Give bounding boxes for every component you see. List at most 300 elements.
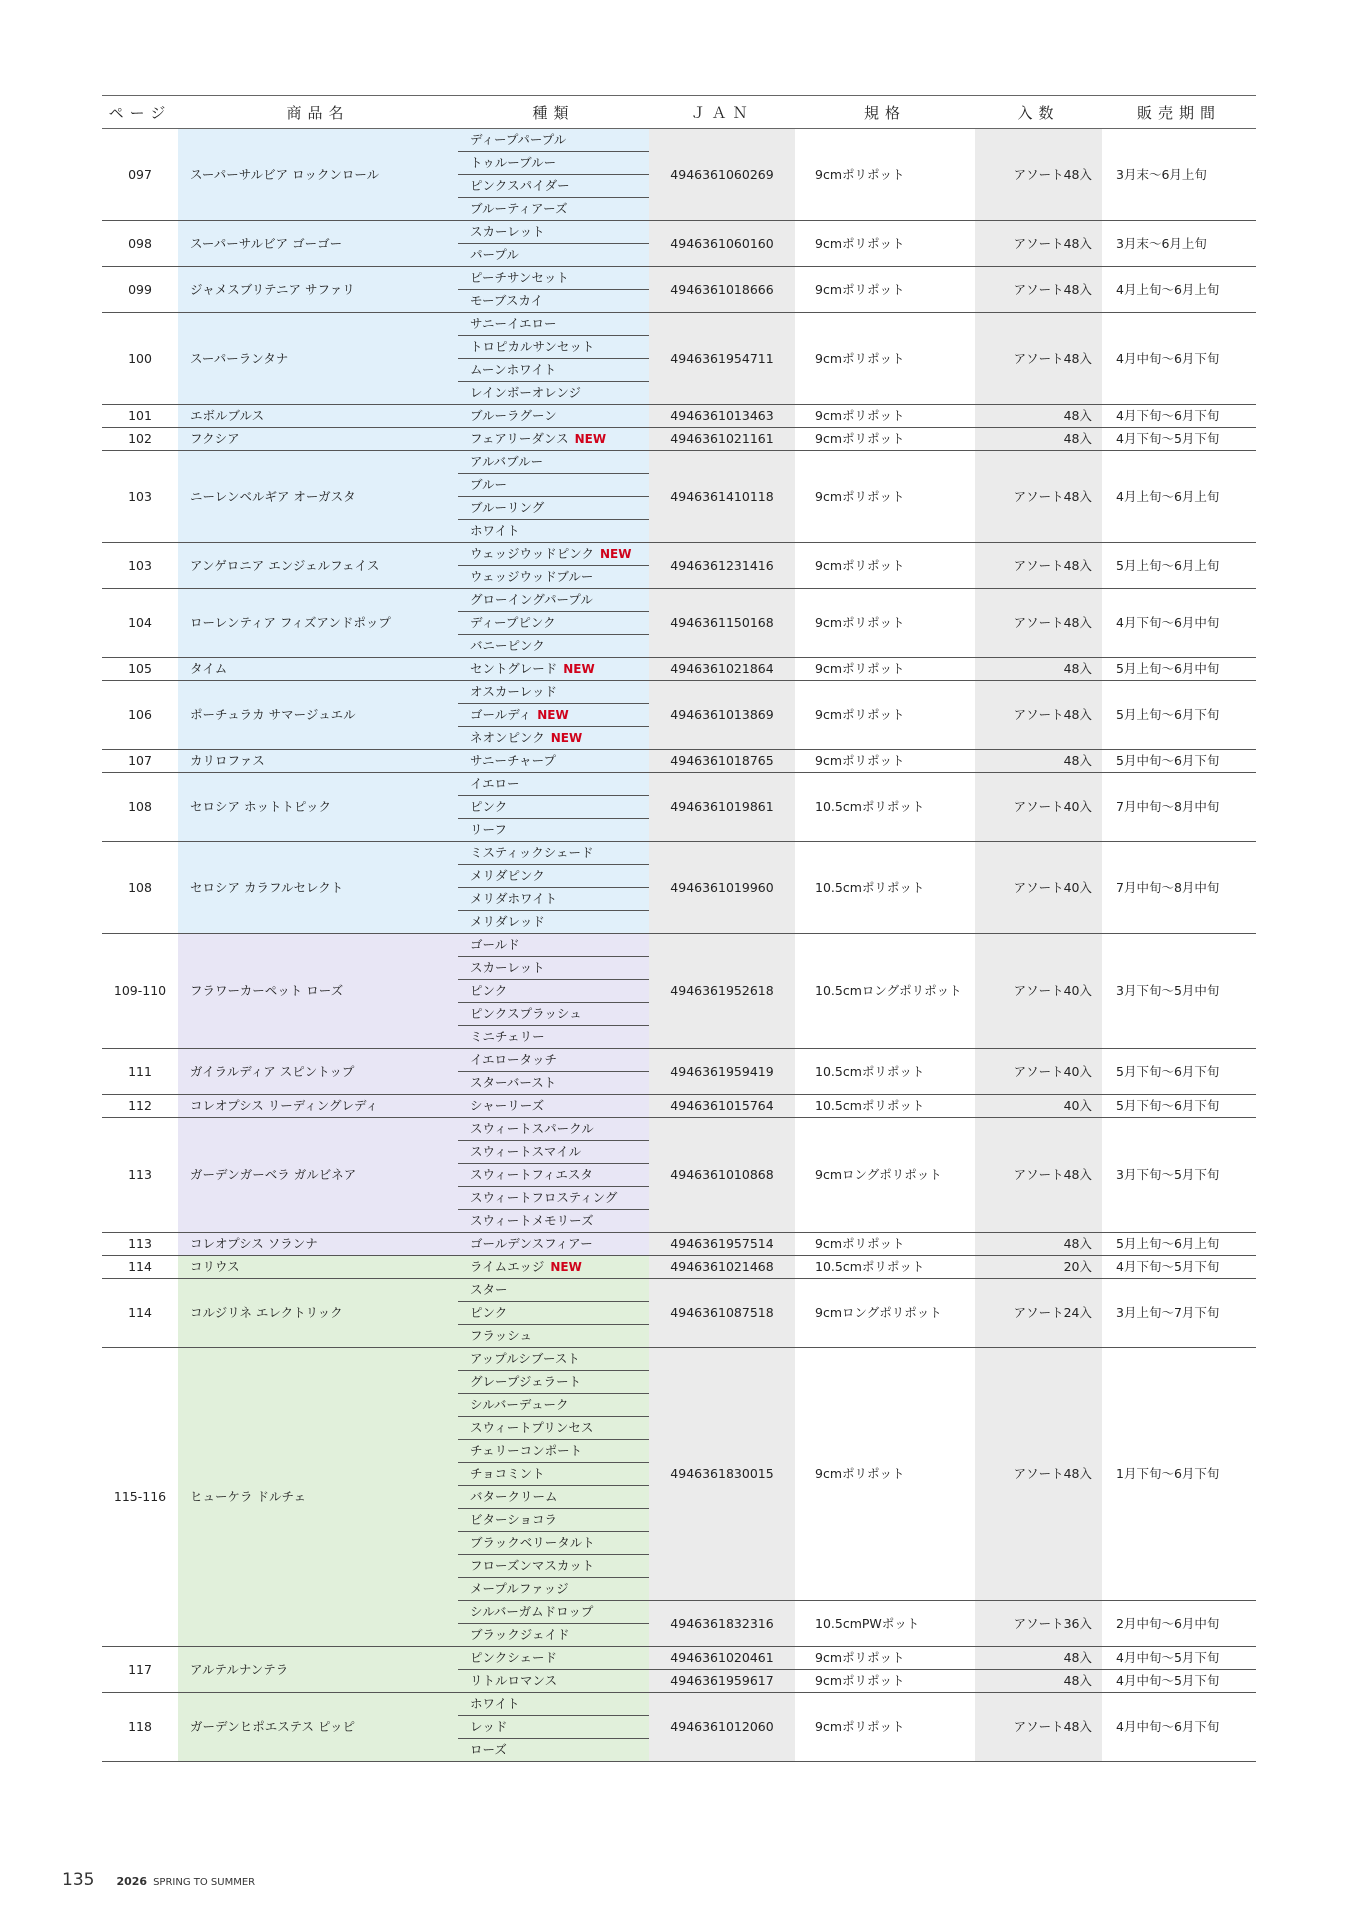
jan-cell: 4946361013869: [649, 681, 795, 750]
jan-cell: 4946361015764: [649, 1095, 795, 1118]
period-cell: 3月下旬～5月下旬: [1102, 1118, 1256, 1233]
variety-cell: [458, 221, 649, 244]
variety-cell: [458, 704, 649, 727]
page-cell: 104: [102, 589, 178, 658]
page-cell: 108: [102, 842, 178, 934]
variety-label: イエロー: [470, 776, 520, 791]
variety-cell: [458, 1072, 649, 1095]
table-row: [102, 1256, 1256, 1279]
variety-label: アルバブルー: [470, 454, 544, 469]
page-cell: 099: [102, 267, 178, 313]
variety-label: ピンク: [470, 1305, 508, 1320]
table-row: [102, 1279, 1256, 1302]
jan-cell: 4946361087518: [649, 1279, 795, 1348]
period-cell: 3月末～6月上旬: [1102, 129, 1256, 221]
variety-cell: [458, 152, 649, 175]
page-cell: 117: [102, 1647, 178, 1693]
variety-cell: [458, 658, 649, 681]
variety-cell: [458, 1256, 649, 1279]
page-cell: 103: [102, 451, 178, 543]
variety-label: チョコミント: [470, 1466, 545, 1481]
spec-cell: 9cmポリポット: [795, 1233, 975, 1256]
jan-cell: 4946361231416: [649, 543, 795, 589]
header-period: 販売期間: [1102, 96, 1256, 129]
table-row: [102, 1348, 1256, 1371]
variety-label: チェリーコンポート: [470, 1443, 583, 1458]
variety-cell: [458, 1187, 649, 1210]
variety-cell: [458, 1233, 649, 1256]
spec-cell: 9cmポリポット: [795, 129, 975, 221]
variety-label: サニーイエロー: [470, 316, 557, 331]
page-cell: 100: [102, 313, 178, 405]
page-cell: 103: [102, 543, 178, 589]
variety-cell: [458, 1118, 649, 1141]
variety-label: フローズンマスカット: [470, 1558, 595, 1573]
product-name-cell: アルテルナンテラ: [178, 1647, 458, 1693]
variety-cell: [458, 1532, 649, 1555]
period-cell: 5月下旬～6月下旬: [1102, 1049, 1256, 1095]
spec-cell: 9cmポリポット: [795, 451, 975, 543]
variety-label: スウィートスパークル: [470, 1121, 594, 1136]
jan-cell: 4946361021161: [649, 428, 795, 451]
spec-cell: 9cmポリポット: [795, 1348, 975, 1601]
page-cell: 112: [102, 1095, 178, 1118]
qty-cell: アソート40入: [975, 1049, 1102, 1095]
jan-cell: 4946361021864: [649, 658, 795, 681]
variety-cell: [458, 359, 649, 382]
period-cell: 7月中旬～8月中旬: [1102, 773, 1256, 842]
period-cell: 5月上旬～6月上旬: [1102, 1233, 1256, 1256]
variety-cell: [458, 129, 649, 152]
qty-cell: アソート48入: [975, 543, 1102, 589]
variety-cell: [458, 1348, 649, 1371]
product-name-cell: コレオプシス ソランナ: [178, 1233, 458, 1256]
product-name-cell: フラワーカーペット ローズ: [178, 934, 458, 1049]
table-row: [102, 658, 1256, 681]
variety-label: スターバースト: [470, 1075, 557, 1090]
variety-cell: [458, 865, 649, 888]
table-row: [102, 543, 1256, 566]
footer-year: 2026: [116, 1875, 148, 1888]
spec-cell: 9cmポリポット: [795, 267, 975, 313]
variety-label: バニーピンク: [470, 638, 545, 653]
table-row: [102, 405, 1256, 428]
variety-cell: [458, 543, 649, 566]
variety-cell: [458, 520, 649, 543]
variety-cell: [458, 1647, 649, 1670]
header-variety: 種類: [458, 96, 649, 129]
jan-cell: 4946361952618: [649, 934, 795, 1049]
variety-label: ブラックジェイド: [470, 1627, 570, 1642]
variety-cell: [458, 957, 649, 980]
variety-label: スウィートフィエスタ: [470, 1167, 593, 1182]
variety-label: パープル: [470, 247, 519, 262]
variety-label: ブルーラグーン: [470, 408, 557, 423]
period-cell: 5月上旬～6月上旬: [1102, 543, 1256, 589]
variety-label: レインボーオレンジ: [470, 385, 582, 400]
spec-cell: 9cmポリポット: [795, 313, 975, 405]
spec-cell: 9cmロングポリポット: [795, 1118, 975, 1233]
variety-cell: [458, 336, 649, 359]
variety-cell: [458, 290, 649, 313]
jan-cell: 4946361020461: [649, 1647, 795, 1670]
qty-cell: アソート40入: [975, 842, 1102, 934]
spec-cell: 10.5cmポリポット: [795, 773, 975, 842]
variety-label: ミニチェリー: [470, 1029, 545, 1044]
qty-cell: アソート48入: [975, 1348, 1102, 1601]
qty-cell: アソート48入: [975, 1693, 1102, 1762]
period-cell: 4月中旬～6月下旬: [1102, 313, 1256, 405]
spec-cell: 9cmポリポット: [795, 1647, 975, 1670]
variety-cell: [458, 1026, 649, 1049]
product-name-cell: スーパーサルビア ゴーゴー: [178, 221, 458, 267]
variety-cell: [458, 382, 649, 405]
variety-cell: [458, 198, 649, 221]
period-cell: 4月上旬～6月上旬: [1102, 451, 1256, 543]
table-row: [102, 750, 1256, 773]
table-row: [102, 934, 1256, 957]
qty-cell: 40入: [975, 1095, 1102, 1118]
period-cell: 4月中旬～6月下旬: [1102, 1693, 1256, 1762]
variety-label: ピンクシェード: [470, 1650, 558, 1665]
variety-label: スウィートメモリーズ: [470, 1213, 594, 1228]
variety-cell: [458, 911, 649, 934]
product-name-cell: ニーレンベルギア オーガスタ: [178, 451, 458, 543]
qty-cell: アソート24入: [975, 1279, 1102, 1348]
variety-cell: [458, 1049, 649, 1072]
period-cell: 4月下旬～6月下旬: [1102, 405, 1256, 428]
variety-cell: [458, 934, 649, 957]
variety-cell: [458, 1739, 649, 1762]
qty-cell: 20入: [975, 1256, 1102, 1279]
product-name-cell: スーパーランタナ: [178, 313, 458, 405]
variety-cell: [458, 405, 649, 428]
period-cell: 4月下旬～5月下旬: [1102, 428, 1256, 451]
period-cell: 5月上旬～6月下旬: [1102, 681, 1256, 750]
page-cell: 115-116: [102, 1348, 178, 1647]
variety-label: ブルー: [470, 477, 508, 492]
spec-cell: 10.5cmポリポット: [795, 1256, 975, 1279]
variety-cell: [458, 566, 649, 589]
page-cell: 111: [102, 1049, 178, 1095]
variety-cell: [458, 1578, 649, 1601]
page-cell: 109-110: [102, 934, 178, 1049]
variety-cell: [458, 1486, 649, 1509]
variety-cell: [458, 1670, 649, 1693]
period-cell: 3月上旬～7月下旬: [1102, 1279, 1256, 1348]
period-cell: 2月中旬～6月中旬: [1102, 1601, 1256, 1647]
variety-label: ホワイト: [470, 523, 520, 538]
variety-cell: [458, 1693, 649, 1716]
variety-cell: [458, 589, 649, 612]
period-cell: 5月上旬～6月中旬: [1102, 658, 1256, 681]
footer-text: SPRING TO SUMMER: [153, 1877, 256, 1888]
variety-label: スター: [470, 1282, 508, 1297]
period-cell: 4月下旬～5月下旬: [1102, 1256, 1256, 1279]
page-cell: 107: [102, 750, 178, 773]
new-badge: NEW: [550, 1260, 582, 1274]
variety-label: ピンク: [470, 983, 508, 998]
jan-cell: 4946361959617: [649, 1670, 795, 1693]
qty-cell: 48入: [975, 750, 1102, 773]
spec-cell: 9cmポリポット: [795, 658, 975, 681]
page-cell: 108: [102, 773, 178, 842]
variety-label: グレープジェラート: [470, 1374, 582, 1389]
variety-cell: [458, 1279, 649, 1302]
jan-cell: 4946361954711: [649, 313, 795, 405]
jan-cell: 4946361019960: [649, 842, 795, 934]
variety-cell: [458, 1417, 649, 1440]
spec-cell: 10.5cmポリポット: [795, 1095, 975, 1118]
product-name-cell: ポーチュラカ サマージュエル: [178, 681, 458, 750]
variety-label: モーブスカイ: [470, 293, 544, 308]
qty-cell: アソート48入: [975, 589, 1102, 658]
variety-label: ローズ: [470, 1742, 507, 1757]
period-cell: 1月下旬～6月下旬: [1102, 1348, 1256, 1601]
header-spec: 規格: [795, 96, 975, 129]
variety-label: メリダレッド: [470, 914, 545, 929]
variety-cell: [458, 1463, 649, 1486]
variety-cell: [458, 175, 649, 198]
variety-label: メリダホワイト: [470, 891, 558, 906]
page-cell: 113: [102, 1118, 178, 1233]
variety-cell: [458, 1371, 649, 1394]
variety-label: ウェッジウッドブルー: [470, 569, 594, 584]
page-cell: 105: [102, 658, 178, 681]
variety-cell: [458, 1210, 649, 1233]
variety-cell: [458, 244, 649, 267]
jan-cell: 4946361013463: [649, 405, 795, 428]
table-row: [102, 842, 1256, 865]
period-cell: 4月上旬～6月上旬: [1102, 267, 1256, 313]
variety-label: ピンクスプラッシュ: [470, 1006, 582, 1021]
variety-label: リトルロマンス: [470, 1673, 558, 1688]
jan-cell: 4946361018765: [649, 750, 795, 773]
table-row: [102, 129, 1256, 152]
product-name-cell: セロシア ホットトピック: [178, 773, 458, 842]
qty-cell: アソート48入: [975, 267, 1102, 313]
qty-cell: アソート48入: [975, 451, 1102, 543]
table-row: [102, 1095, 1256, 1118]
variety-cell: [458, 1440, 649, 1463]
qty-cell: アソート36入: [975, 1601, 1102, 1647]
jan-cell: 4946361060269: [649, 129, 795, 221]
variety-label: アップルシブースト: [470, 1351, 580, 1366]
variety-cell: [458, 428, 649, 451]
spec-cell: 9cmポリポット: [795, 589, 975, 658]
new-badge: NEW: [600, 547, 632, 561]
product-name-cell: コリウス: [178, 1256, 458, 1279]
variety-cell: [458, 1394, 649, 1417]
product-name-cell: フクシア: [178, 428, 458, 451]
header-qty: 入数: [975, 96, 1102, 129]
variety-label: ゴールド: [470, 937, 520, 952]
period-cell: 3月末～6月上旬: [1102, 221, 1256, 267]
page-cell: 118: [102, 1693, 178, 1762]
jan-cell: 4946361830015: [649, 1348, 795, 1601]
product-name-cell: コルジリネ エレクトリック: [178, 1279, 458, 1348]
jan-cell: 4946361060160: [649, 221, 795, 267]
product-name-cell: ガイラルディア スピントップ: [178, 1049, 458, 1095]
variety-label: バタークリーム: [470, 1489, 558, 1504]
spec-cell: 10.5cmPWポット: [795, 1601, 975, 1647]
jan-cell: 4946361012060: [649, 1693, 795, 1762]
page-cell: 114: [102, 1279, 178, 1348]
page-cell: 101: [102, 405, 178, 428]
page-number: 135: [62, 1870, 95, 1890]
variety-label: ディープパープル: [470, 132, 567, 147]
variety-label: スウィートスマイル: [470, 1144, 582, 1159]
page-cell: 102: [102, 428, 178, 451]
product-table: [102, 95, 1256, 1762]
page-cell: 113: [102, 1233, 178, 1256]
qty-cell: 48入: [975, 405, 1102, 428]
table-row: [102, 1693, 1256, 1716]
spec-cell: 9cmポリポット: [795, 405, 975, 428]
variety-label: スカーレット: [470, 960, 545, 975]
jan-cell: 4946361019861: [649, 773, 795, 842]
period-cell: 4月中旬～5月下旬: [1102, 1670, 1256, 1693]
spec-cell: 9cmポリポット: [795, 221, 975, 267]
new-badge: NEW: [563, 662, 595, 676]
qty-cell: 48入: [975, 1670, 1102, 1693]
product-name-cell: セロシア カラフルセレクト: [178, 842, 458, 934]
variety-label: ウェッジウッドピンク: [470, 546, 595, 561]
table-row: [102, 428, 1256, 451]
variety-label: ブルーリング: [470, 500, 545, 515]
qty-cell: 48入: [975, 1233, 1102, 1256]
variety-cell: [458, 612, 649, 635]
variety-cell: [458, 313, 649, 336]
table-header-row: [102, 96, 1256, 129]
page-footer: [62, 1870, 255, 1894]
variety-label: ブルーティアーズ: [470, 201, 568, 216]
period-cell: 5月下旬～6月下旬: [1102, 1095, 1256, 1118]
jan-cell: 4946361957514: [649, 1233, 795, 1256]
variety-cell: [458, 497, 649, 520]
variety-cell: [458, 1141, 649, 1164]
product-name-cell: カリロファス: [178, 750, 458, 773]
variety-cell: [458, 1095, 649, 1118]
qty-cell: アソート48入: [975, 221, 1102, 267]
variety-cell: [458, 1509, 649, 1532]
variety-label: スカーレット: [470, 224, 545, 239]
table-row: [102, 267, 1256, 290]
variety-label: ゴールディ: [470, 707, 532, 722]
variety-cell: [458, 888, 649, 911]
variety-label: メープルファッジ: [470, 1581, 569, 1596]
header-page: ページ: [102, 96, 178, 129]
qty-cell: アソート48入: [975, 1118, 1102, 1233]
product-name-cell: スーパーサルビア ロックンロール: [178, 129, 458, 221]
variety-label: スウィートプリンセス: [470, 1420, 594, 1435]
variety-cell: [458, 842, 649, 865]
table-row: [102, 451, 1256, 474]
variety-label: スウィートフロスティング: [470, 1190, 618, 1205]
variety-label: ディープピンク: [470, 615, 556, 630]
product-name-cell: エボルブルス: [178, 405, 458, 428]
variety-label: ムーンホワイト: [470, 362, 557, 377]
variety-label: ピンク: [470, 799, 508, 814]
spec-cell: 9cmポリポット: [795, 1693, 975, 1762]
jan-cell: 4946361410118: [649, 451, 795, 543]
variety-cell: [458, 1325, 649, 1348]
period-cell: 5月中旬～6月下旬: [1102, 750, 1256, 773]
variety-label: ビターショコラ: [470, 1512, 558, 1527]
variety-label: トゥルーブルー: [470, 155, 557, 170]
product-name-cell: コレオプシス リーディングレディ: [178, 1095, 458, 1118]
header-name: 商品名: [178, 96, 458, 129]
table-row: [102, 1233, 1256, 1256]
variety-label: フラッシュ: [470, 1328, 533, 1343]
variety-label: シャーリーズ: [470, 1098, 545, 1113]
variety-label: グローイングパープル: [470, 592, 593, 607]
new-badge: NEW: [574, 432, 607, 446]
variety-label: ピーチサンセット: [470, 270, 569, 285]
variety-cell: [458, 1164, 649, 1187]
product-name-cell: アンゲロニア エンジェルフェイス: [178, 543, 458, 589]
variety-cell: [458, 727, 649, 750]
table-row: [102, 773, 1256, 796]
period-cell: 7月中旬～8月中旬: [1102, 842, 1256, 934]
variety-cell: [458, 1302, 649, 1325]
jan-cell: 4946361021468: [649, 1256, 795, 1279]
product-name-cell: ローレンティア フィズアンドポップ: [178, 589, 458, 658]
jan-cell: 4946361018666: [649, 267, 795, 313]
product-name-cell: タイム: [178, 658, 458, 681]
new-badge: NEW: [537, 708, 569, 722]
variety-label: ホワイト: [470, 1696, 520, 1711]
spec-cell: 9cmポリポット: [795, 750, 975, 773]
variety-label: ネオンピンク: [470, 730, 545, 745]
variety-label: メリダピンク: [470, 868, 545, 883]
page-cell: 106: [102, 681, 178, 750]
variety-label: ミスティックシェード: [470, 845, 594, 860]
spec-cell: 10.5cmポリポット: [795, 1049, 975, 1095]
header-jan: ＪＡＮ: [649, 96, 795, 129]
variety-cell: [458, 474, 649, 497]
spec-cell: 9cmロングポリポット: [795, 1279, 975, 1348]
variety-cell: [458, 796, 649, 819]
spec-cell: 10.5cmロングポリポット: [795, 934, 975, 1049]
variety-cell: [458, 750, 649, 773]
new-badge: NEW: [550, 731, 583, 745]
variety-label: ブラックベリータルト: [470, 1535, 595, 1550]
qty-cell: アソート40入: [975, 934, 1102, 1049]
qty-cell: アソート48入: [975, 313, 1102, 405]
qty-cell: アソート40入: [975, 773, 1102, 842]
variety-label: レッド: [470, 1719, 508, 1734]
variety-cell: [458, 1624, 649, 1647]
variety-cell: [458, 980, 649, 1003]
variety-label: フェアリーダンス: [470, 431, 569, 446]
qty-cell: 48入: [975, 658, 1102, 681]
spec-cell: 10.5cmポリポット: [795, 842, 975, 934]
jan-cell: 4946361959419: [649, 1049, 795, 1095]
page-cell: 097: [102, 129, 178, 221]
variety-label: イエロータッチ: [470, 1052, 558, 1067]
variety-label: ゴールデンスフィアー: [470, 1236, 593, 1251]
variety-cell: [458, 1555, 649, 1578]
qty-cell: アソート48入: [975, 129, 1102, 221]
spec-cell: 9cmポリポット: [795, 543, 975, 589]
variety-cell: [458, 1003, 649, 1026]
table-row: [102, 681, 1256, 704]
variety-label: シルバーデューク: [470, 1397, 569, 1412]
variety-cell: [458, 773, 649, 796]
variety-label: ピンクスパイダー: [470, 178, 570, 193]
spec-cell: 9cmポリポット: [795, 1670, 975, 1693]
